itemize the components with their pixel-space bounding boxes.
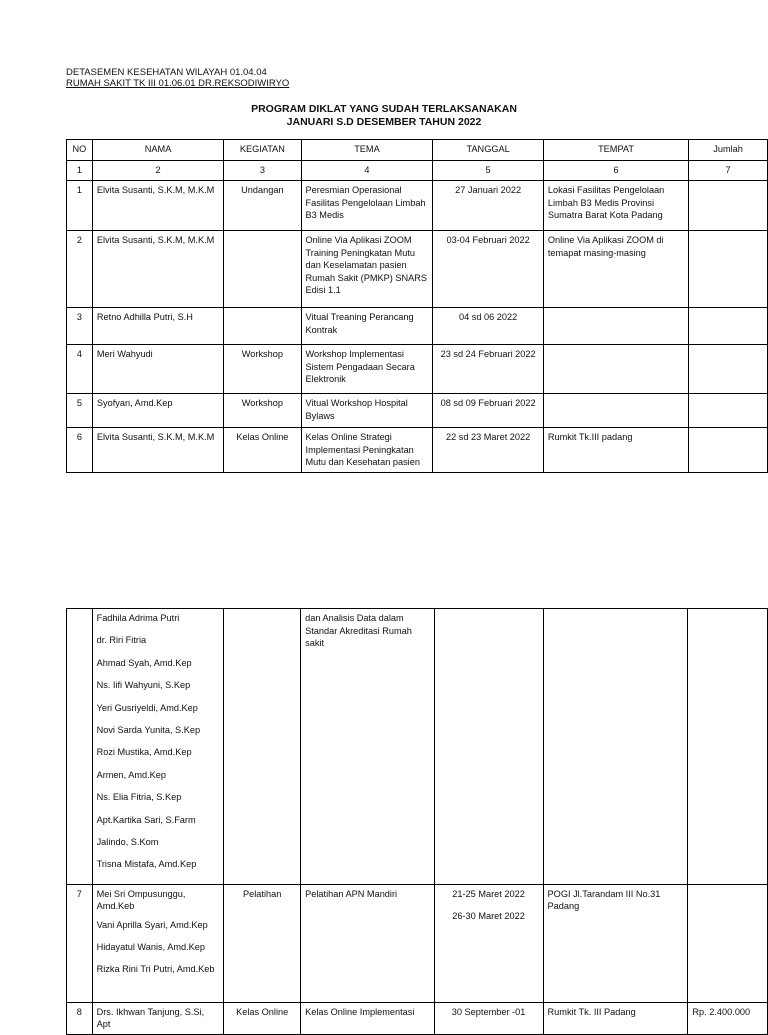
participant-name: dr. Riri Fitria <box>96 635 147 646</box>
row-kegiatan: Workshop <box>224 394 301 428</box>
row-jumlah <box>689 345 768 394</box>
col-header-tanggal: TANGGAL <box>433 140 543 161</box>
row-tema: Kelas Online Strategi Implementasi Peningkatan Mutu dan Kesehatan pasien <box>301 428 433 473</box>
row-no: 1 <box>67 181 93 231</box>
row-tema: Peresmian Operasional Fasilitas Pengelolaan Limbah B3 Medis <box>301 181 433 231</box>
col-header-jumlah: Jumlah <box>689 140 768 161</box>
row-tempat <box>543 394 688 428</box>
row-no: 4 <box>67 345 93 394</box>
col-header-nama: NAMA <box>92 140 223 161</box>
row-no: 2 <box>67 231 93 308</box>
row-kegiatan <box>224 609 301 885</box>
row-tema: Kelas Online Implementasi <box>301 1002 434 1034</box>
col-header-tema: TEMA <box>301 140 433 161</box>
col-number: 5 <box>433 161 543 181</box>
row-tanggal: 08 sd 09 Februari 2022 <box>433 394 543 428</box>
col-header-kegiatan: KEGIATAN <box>224 140 301 161</box>
row-tempat <box>543 308 688 345</box>
row-kegiatan <box>224 231 301 308</box>
col-number: 6 <box>543 161 688 181</box>
col-number: 3 <box>224 161 301 181</box>
participant-name: Rozi Mustika, Amd.Kep <box>96 747 192 758</box>
row-tema: Pelatihan APN Mandiri <box>301 884 434 1002</box>
table-header-row <box>67 140 768 161</box>
row-nama: Syofyan, Amd.Kep <box>92 394 223 428</box>
participant-name: Ns. Iifi Wahyuni, S.Kep <box>96 680 191 691</box>
row-jumlah <box>689 231 768 308</box>
institution-name: DETASEMEN KESEHATAN WILAYAH 01.04.04 <box>66 67 267 78</box>
row-tanggal: 22 sd 23 Maret 2022 <box>433 428 543 473</box>
row-tanggal: 04 sd 06 2022 <box>433 308 543 345</box>
table-row <box>67 181 768 231</box>
row-kegiatan: Pelatihan <box>224 884 301 1002</box>
col-number: 2 <box>92 161 223 181</box>
row-nama: Meri Wahyudi <box>92 345 223 394</box>
participant-name: Apt.Kartika Sari, S.Farm <box>96 814 196 825</box>
row-tanggal <box>434 609 543 885</box>
row-no: 6 <box>67 428 93 473</box>
row-jumlah <box>689 394 768 428</box>
table-row <box>67 884 768 1002</box>
row-tema: dan Analisis Data dalam Standar Akreditasi Rumah sakit <box>301 609 434 885</box>
participant-name: Mei Sri Ompusunggu, Amd.Keb <box>96 888 186 912</box>
participant-name: Armen, Amd.Kep <box>96 769 167 780</box>
participant-name: Yeri Gusriyeldi, Amd.Kep <box>96 702 198 713</box>
row-kegiatan <box>224 308 301 345</box>
document-title: PROGRAM DIKLAT YANG SUDAH TERLAKSANAKAN <box>251 103 517 115</box>
row-jumlah <box>689 308 768 345</box>
row-tempat <box>543 609 688 885</box>
row-jumlah <box>688 884 768 1002</box>
row-tempat: Lokasi Fasilitas Pengelolaan Limbah B3 Medis Provinsi Sumatra Barat Kota Padang <box>543 181 688 231</box>
col-number: 7 <box>689 161 768 181</box>
date-range: 21-25 Maret 2022 <box>452 888 525 899</box>
col-number: 1 <box>67 161 93 181</box>
participant-name: Fadhila Adrima Putri <box>96 613 180 623</box>
participant-list <box>92 884 224 1002</box>
participant-name: Ahmad Syah, Amd.Kep <box>96 657 192 668</box>
row-no <box>67 609 93 885</box>
col-header-no: NO <box>67 140 93 161</box>
participant-name: Ns. Elia Fitria, S.Kep <box>96 792 182 803</box>
table-row <box>67 394 768 428</box>
row-no: 3 <box>67 308 93 345</box>
participant-name: Jalindo, S.Kom <box>96 836 159 847</box>
participant-list <box>92 609 224 885</box>
row-kegiatan: Kelas Online <box>224 1002 301 1034</box>
row-no: 5 <box>67 394 93 428</box>
row-nama: Elvita Susanti, S.K.M, M.K.M <box>92 181 223 231</box>
table-row <box>67 231 768 308</box>
row-jumlah <box>689 181 768 231</box>
row-tanggal: 27 Januari 2022 <box>433 181 543 231</box>
row-kegiatan: Kelas Online <box>224 428 301 473</box>
table-row-continuation <box>67 609 768 885</box>
row-jumlah: Rp. 2.400.000 <box>688 1002 768 1034</box>
training-table <box>66 139 768 473</box>
row-tempat: Online Via Aplikasi ZOOM di temapat masing-masing <box>543 231 688 308</box>
row-jumlah <box>689 428 768 473</box>
row-tanggal: 30 September -01 <box>434 1002 543 1034</box>
table-row <box>67 428 768 473</box>
col-header-tempat: TEMPAT <box>543 140 688 161</box>
participant-name: Vani Aprilla Syari, Amd.Kep <box>96 919 208 930</box>
date-range: 26-30 Maret 2022 <box>452 910 525 921</box>
row-no: 8 <box>67 1002 93 1034</box>
column-number-row <box>67 161 768 181</box>
table-row <box>67 1002 768 1034</box>
row-jumlah <box>688 609 768 885</box>
participant-name: Rizka Rini Tri Putri, Amd.Keb <box>96 964 215 975</box>
row-kegiatan: Workshop <box>224 345 301 394</box>
row-tanggal: 03-04 Februari 2022 <box>433 231 543 308</box>
table-row <box>67 345 768 394</box>
col-number: 4 <box>301 161 433 181</box>
row-no: 7 <box>67 884 93 1002</box>
row-nama: Elvita Susanti, S.K.M, M.K.M <box>92 231 223 308</box>
row-tema: Vitual Workshop Hospital Bylaws <box>301 394 433 428</box>
row-tanggal <box>434 884 543 1002</box>
row-tempat: Rumkit Tk. III Padang <box>543 1002 688 1034</box>
row-kegiatan: Undangan <box>224 181 301 231</box>
participant-name: Novi Sarda Yunita, S.Kep <box>96 724 201 735</box>
row-nama: Drs. Ikhwan Tanjung, S.Si, Apt <box>92 1002 224 1034</box>
row-tempat: Rumkit Tk.III padang <box>543 428 688 473</box>
row-tema: Workshop Implementasi Sistem Pengadaan Secara Elektronik <box>301 345 433 394</box>
row-tema: Online Via Aplikasi ZOOM Training Peningkatan Mutu dan Keselamatan pasien Rumah Sakit (PMKP) SNARS Edisi 1.1 <box>301 231 433 308</box>
row-nama: Elvita Susanti, S.K.M, M.K.M <box>92 428 223 473</box>
participant-name: Trisna Mistafa, Amd.Kep <box>96 859 197 870</box>
training-table-continued <box>66 608 768 1035</box>
document-subtitle: JANUARI S.D DESEMBER TAHUN 2022 <box>286 116 482 128</box>
row-tempat: POGI Jl.Tarandam III No.31 Padang <box>543 884 688 1002</box>
row-tempat <box>543 345 688 394</box>
row-tanggal: 23 sd 24 Februari 2022 <box>433 345 543 394</box>
participant-name: Hidayatul Wanis, Amd.Kep <box>96 942 206 953</box>
row-nama: Retno Adhilla Putri, S.H <box>92 308 223 345</box>
table-row <box>67 308 768 345</box>
hospital-name: RUMAH SAKIT TK III 01.06.01 DR.REKSODIWIRYO <box>66 78 290 89</box>
row-tema: Vitual Treaning Perancang Kontrak <box>301 308 433 345</box>
